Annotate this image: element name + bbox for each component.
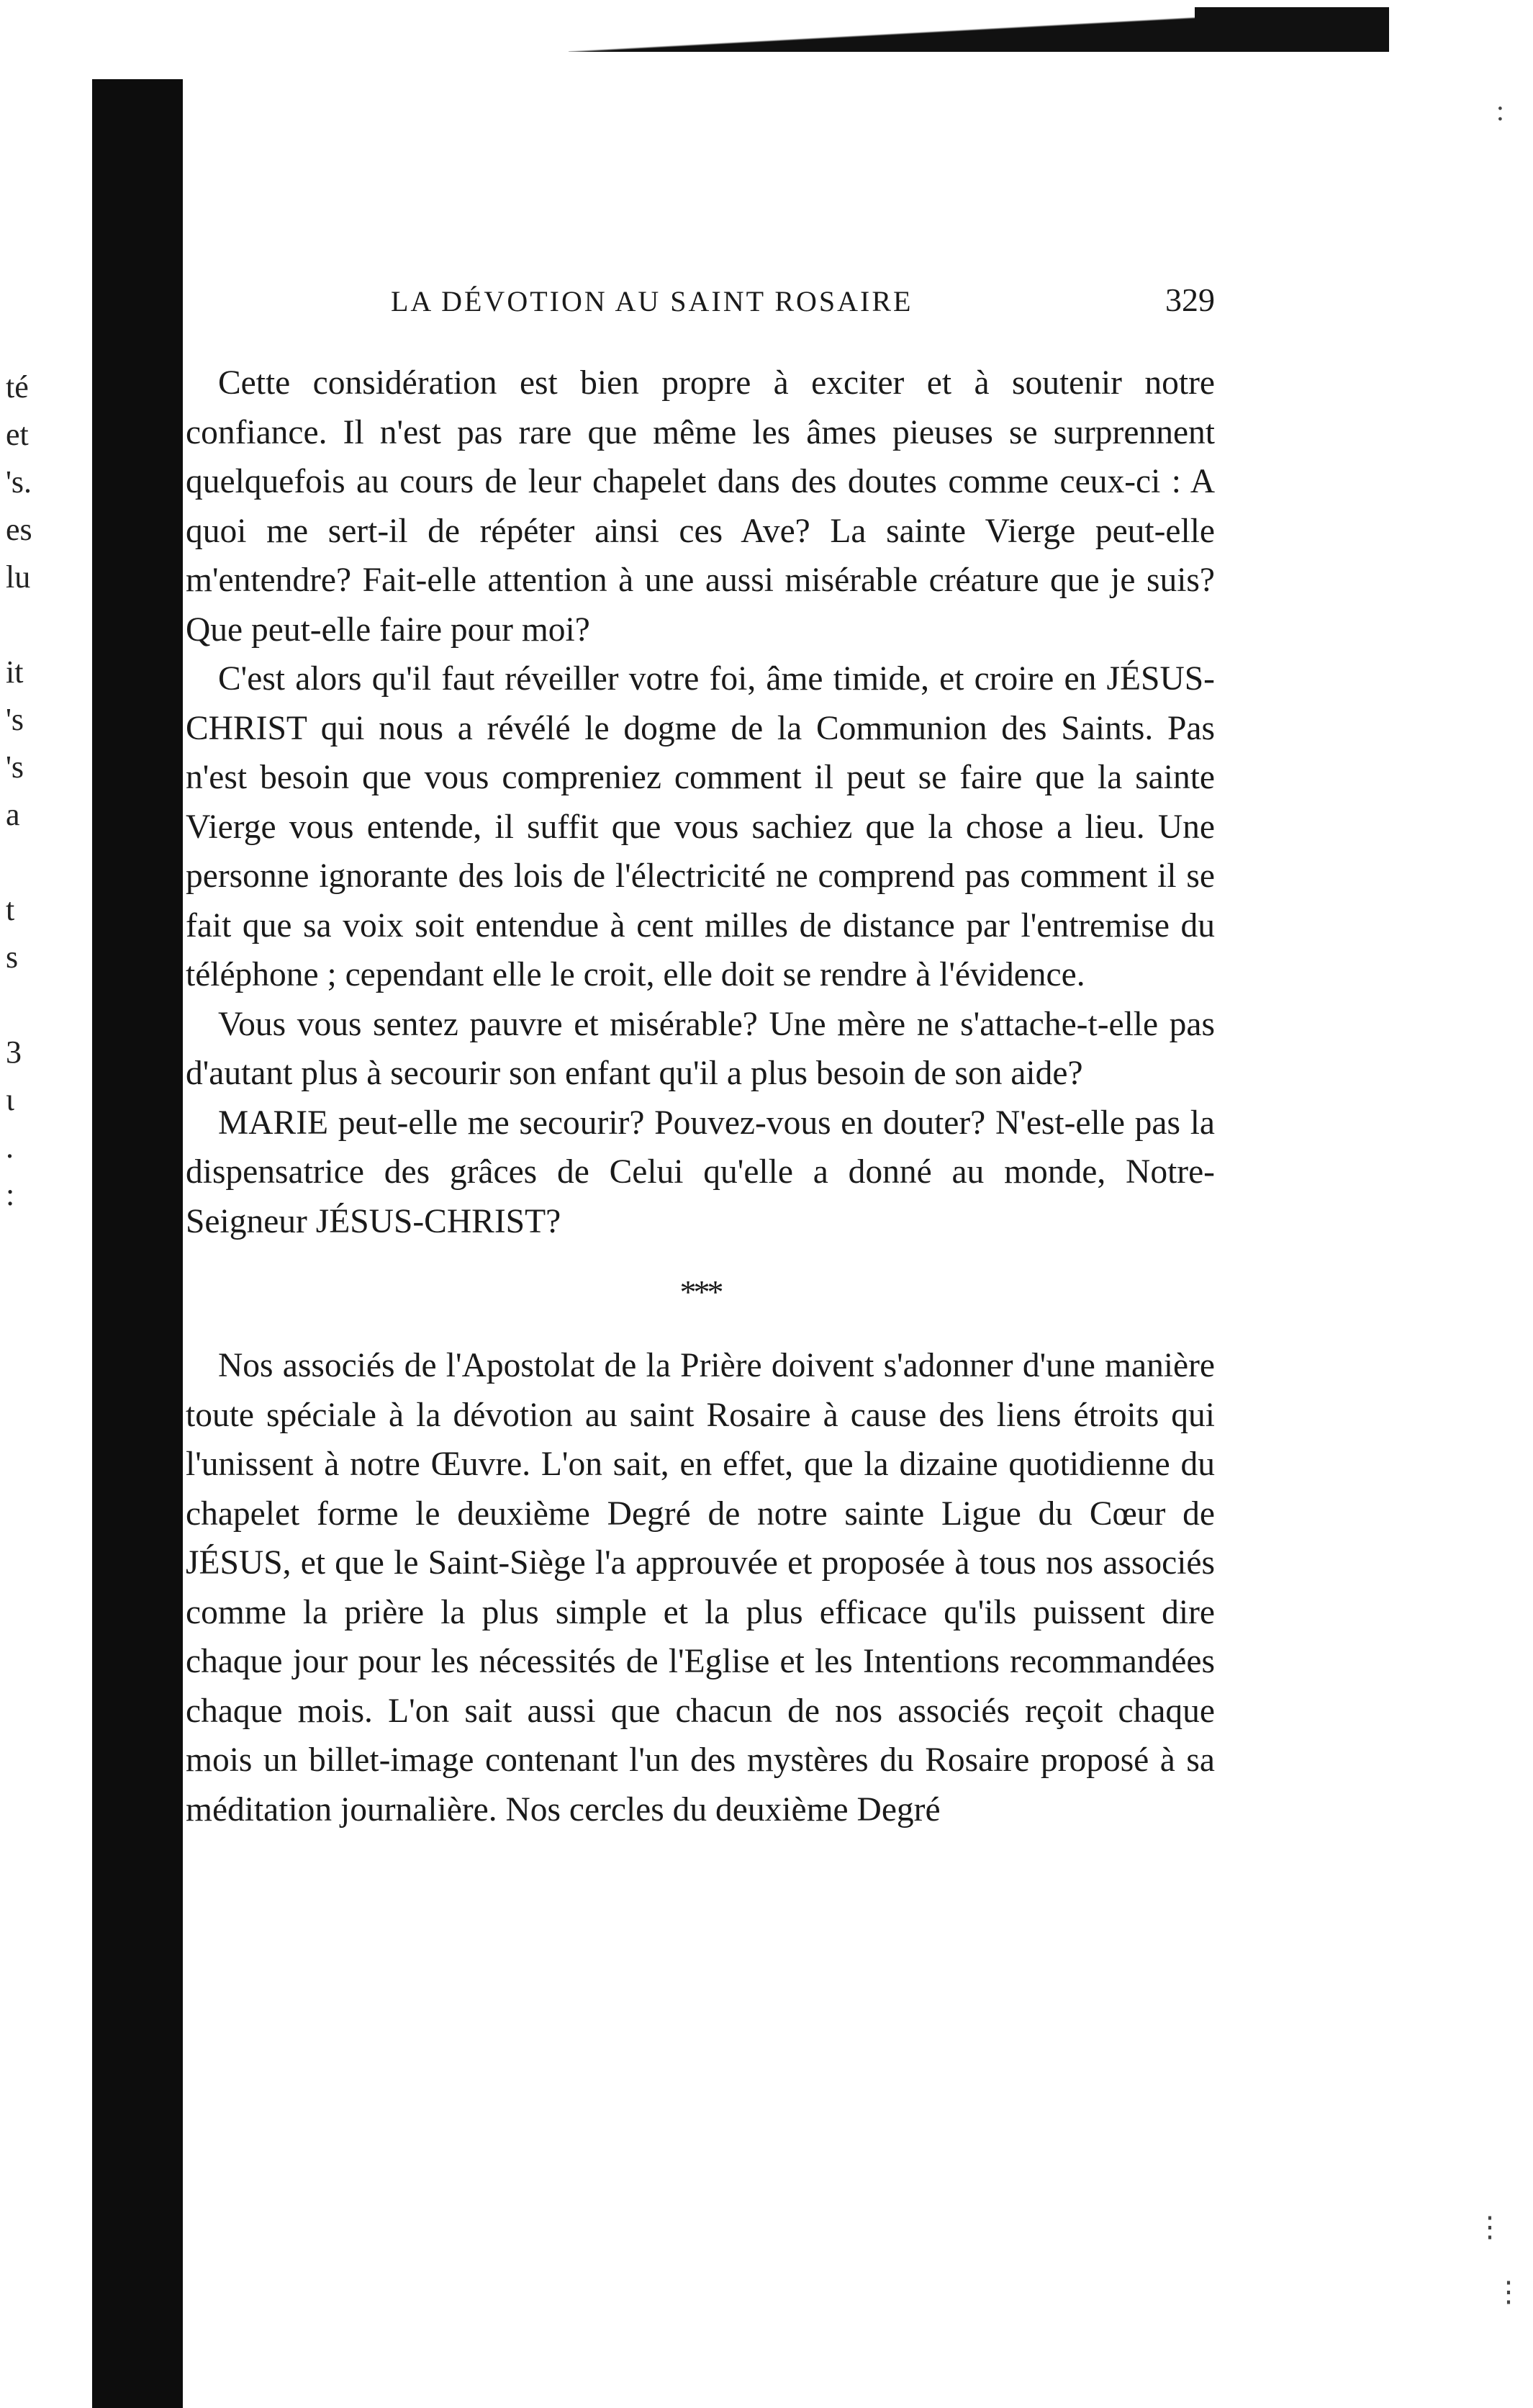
paragraph: Vous vous sentez pauvre et misérable? Une mère ne s'attache-t-elle pas d'autant plus à secourir son enfant qu'il a plus besoin de son aide?: [186, 1005, 1215, 1092]
margin-fragment: s: [6, 939, 19, 975]
running-head-title: LA DÉVOTION AU SAINT ROSAIRE: [391, 285, 913, 317]
margin-fragment: .: [6, 1129, 14, 1165]
book-gutter-shadow: [92, 79, 183, 2408]
paragraph: Nos associés de l'Apostolat de la Prière doivent s'adonner d'une manière toute spéciale à la dévotion au saint Rosaire à cause des liens étroits qui l'unissent à notre Œuvre. L'on sait, en effet, que la dizaine quotidienne du chapelet forme le deuxième Degré de notre sainte Ligue du Cœur de JÉSUS, et que le Saint-Siège l'a approuvée et proposée à tous nos associés comme la prière la plus simple et la plus efficace qu'ils puissent dire chaque jour pour les nécessités de l'Eglise et les Intentions recommandées chaque mois. L'on sait aussi que chacun de nos associés reçoit chaque mois un billet-image contenant l'un des mystères du Rosaire proposé à sa méditation journalière. Nos cercles du deuxième Degré: [186, 1347, 1215, 1828]
margin-fragment: lu: [6, 559, 31, 595]
margin-fragment: t: [6, 892, 15, 927]
book-page: [186, 281, 1215, 1834]
paragraph: Cette considération est bien propre à exciter et à soutenir notre confiance. Il n'est pas rare que même les âmes pieuses se surprennent quelquefois au cours de leur chapelet dans des doutes comme ceux-ci : A quoi me sert-il de répéter ainsi ces Ave? La sainte Vierge peut-elle m'entendre? Fait-elle attention à une aussi misérable créature que je suis? Que peut-elle faire pour moi?: [186, 364, 1215, 649]
margin-fragment: ι: [6, 1082, 14, 1117]
facing-page-fragments: [6, 364, 85, 1219]
margin-fragment: té: [6, 369, 29, 405]
margin-fragment: 3: [6, 1034, 22, 1070]
scan-speck: ⋮: [1494, 2276, 1523, 2308]
margin-fragment: [6, 601, 85, 649]
margin-fragment: es: [6, 512, 32, 547]
margin-fragment: it: [6, 654, 24, 690]
margin-fragment: a: [6, 797, 20, 832]
margin-fragment: 's: [6, 749, 24, 785]
section-asterism: ***: [679, 1273, 721, 1310]
paragraph: MARIE peut-elle me secourir? Pouvez-vous en douter? N'est-elle pas la dispensatrice des grâces de Celui qu'elle a donné au monde, Notre-Seigneur JÉSUS-CHRIST?: [186, 1104, 1215, 1240]
margin-fragment: 's.: [6, 464, 32, 500]
top-scan-edge-block: [1195, 7, 1389, 52]
scan-speck: ⋮: [1475, 2211, 1504, 2243]
body-text: [186, 359, 1215, 1834]
paragraph: C'est alors qu'il faut réveiller votre foi, âme timide, et croire en JÉSUS-CHRIST qui nous a révélé le dogme de la Communion des Saints. Pas n'est besoin que vous compreniez comment il peut se faire que la sainte Vierge vous entende, il suffit que vous sachiez que la chose a lieu. Une personne ignorante des lois de l'électricité ne comprend pas comment il se fait que sa voix soit entendue à cent milles de distance par l'entremise du téléphone ; cependant elle le croit, elle doit se rendre à l'évidence.: [186, 660, 1215, 993]
running-head: [391, 281, 1215, 331]
scan-speck: :: [1496, 94, 1504, 127]
margin-fragment: :: [6, 1177, 15, 1212]
margin-fragment: 's: [6, 702, 24, 737]
page-number: 329: [1165, 281, 1215, 318]
margin-fragment: [6, 839, 85, 886]
margin-fragment: et: [6, 417, 29, 452]
margin-fragment: [6, 981, 85, 1029]
